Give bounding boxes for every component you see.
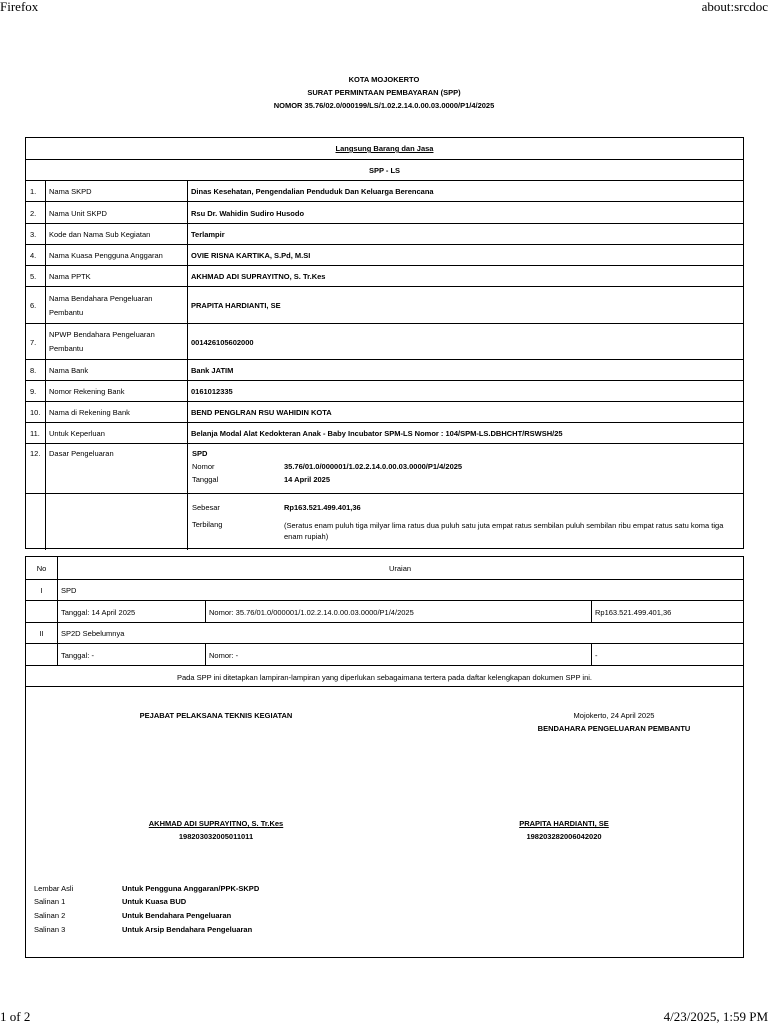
row-label: Nama PPTK xyxy=(49,272,91,281)
spd-tanggal: Tanggal: 14 April 2025 xyxy=(61,607,136,617)
place-date: Mojokerto, 24 April 2025 xyxy=(573,711,655,720)
copy-label: Lembar Asli xyxy=(34,884,74,893)
row-number: 8. xyxy=(30,366,37,375)
row-value: PRAPITA HARDIANTI, SE xyxy=(191,301,281,310)
form-row xyxy=(26,244,743,266)
form-type: SPP - LS xyxy=(368,166,401,175)
bendahara-name xyxy=(426,819,702,828)
tanggal-label: Tanggal xyxy=(192,475,219,484)
spd-amount: Rp163.521.499.401,36 xyxy=(595,607,672,617)
form-row xyxy=(26,286,743,324)
row-number: 5. xyxy=(30,272,37,281)
copy-value: Untuk Kuasa BUD xyxy=(122,897,187,906)
spd-detail-row xyxy=(26,600,743,623)
row-value: Terlampir xyxy=(191,230,225,239)
row-value: Dinas Kesehatan, Pengendalian Penduduk Dan Keluarga Berencana xyxy=(191,187,434,196)
note-row xyxy=(26,665,743,688)
uraian-header-row xyxy=(26,557,743,579)
form-row xyxy=(26,359,743,381)
row-label: Nama Kuasa Pengguna Anggaran xyxy=(49,251,163,260)
row-value: Bank JATIM xyxy=(191,366,234,375)
spd-no: I xyxy=(40,586,43,595)
row-label: Kode dan Nama Sub Kegiatan xyxy=(49,230,151,239)
row-label: Nama Unit SKPD xyxy=(49,208,107,218)
sp2d-amount: - xyxy=(595,650,598,660)
nomor-label: Nomor xyxy=(192,462,215,471)
sp2d-tanggal: Tanggal: - xyxy=(61,650,94,660)
row-label: Nama Bendahara Pengeluaran Pembantu xyxy=(49,293,153,317)
row-label: Untuk Keperluan xyxy=(49,429,105,438)
bendahara-nip: 198203282006042020 xyxy=(526,832,602,841)
row-value: OVIE RISNA KARTIKA, S.Pd, M.SI xyxy=(191,251,311,260)
form-row xyxy=(26,422,743,444)
print-header-app: Firefox xyxy=(0,0,39,14)
row-value: 001426105602000 xyxy=(191,337,254,347)
row-label: NPWP Bendahara Pengeluaran Pembantu xyxy=(49,330,155,353)
row-value: BEND PENGLRAN RSU WAHIDIN KOTA xyxy=(191,408,332,417)
row-number: 2. xyxy=(30,208,37,218)
row-number: 1. xyxy=(30,187,37,196)
row-value: AKHMAD ADI SUPRAYITNO, S. Tr.Kes xyxy=(191,272,326,281)
lampiran-note: Pada SPP ini ditetapkan lampiran-lampiran yang diperlukan sebagaimana tertera pada daftar kelengkapan dokumen SPP ini. xyxy=(177,672,592,682)
copy-value: Untuk Pengguna Anggaran/PPK-SKPD xyxy=(122,884,260,893)
spp-form-table xyxy=(25,137,744,549)
uraian-table xyxy=(25,556,744,687)
uraian-header: Uraian xyxy=(388,563,412,573)
spd-nomor: 35.76/01.0/000001/1.02.2.14.0.00.03.0000/P1/4/2025 xyxy=(284,462,463,471)
row-number: 11. xyxy=(30,429,40,438)
sp2d-no: II xyxy=(39,629,44,638)
pptk-name xyxy=(26,819,406,828)
form-subtitle: Langsung Barang dan Jasa xyxy=(335,144,434,153)
row-number: 4. xyxy=(30,251,37,260)
spd-label: SPD xyxy=(192,449,208,458)
row-label: Dasar Pengeluaran xyxy=(49,449,114,458)
form-row xyxy=(26,201,743,224)
row-label: Nama Bank xyxy=(49,366,89,375)
row-number: 7. xyxy=(30,337,37,347)
form-row xyxy=(26,223,743,245)
bendahara-title: BENDAHARA PENGELUARAN PEMBANTU xyxy=(537,724,691,733)
copy-value: Untuk Arsip Bendahara Pengeluaran xyxy=(122,925,253,934)
sp2d-label: SP2D Sebelumnya xyxy=(61,629,125,638)
spd-tanggal: 14 April 2025 xyxy=(284,475,330,484)
sp2d-detail-row xyxy=(26,643,743,666)
row-number: 9. xyxy=(30,387,37,396)
row-number: 12. xyxy=(30,449,41,458)
bendahara-name-text: PRAPITA HARDIANTI, SE xyxy=(519,819,609,828)
pptk-title: PEJABAT PELAKSANA TEKNIS KEGIATAN xyxy=(139,711,293,720)
spd-terbilang: (Seratus enam puluh tiga milyar lima ratus dua puluh satu juta empat ratus sembilan puluh sembilan ribu empat ratus satu koma tiga enam rupiah) xyxy=(284,521,724,541)
row-label: Nama di Rekening Bank xyxy=(49,408,130,417)
copy-label: Salinan 3 xyxy=(34,925,66,934)
sp2d-row xyxy=(26,622,743,644)
print-header-url: about:srcdoc xyxy=(701,0,768,14)
form-row xyxy=(26,265,743,287)
row-label: Nama SKPD xyxy=(49,187,92,196)
row-number: 3. xyxy=(30,230,37,239)
signature-section xyxy=(25,686,744,958)
form-row xyxy=(26,180,743,202)
copy-label: Salinan 2 xyxy=(34,911,66,920)
doc-number: NOMOR 35.76/02.0/000199/LS/1.02.2.14.0.00.03.0000/P1/4/2025 xyxy=(273,101,495,110)
row-value: 0161012335 xyxy=(191,387,233,396)
row-value: Rsu Dr. Wahidin Sudiro Husodo xyxy=(191,208,305,218)
row-number: 10. xyxy=(30,408,41,417)
doc-city: KOTA MOJOKERTO xyxy=(348,75,420,84)
form-row xyxy=(26,401,743,423)
spd-label: SPD xyxy=(61,586,77,595)
sp2d-nomor: Nomor: - xyxy=(209,650,239,660)
pptk-nip: 198203032005011011 xyxy=(178,832,254,841)
dasar-pengeluaran-row xyxy=(26,443,743,550)
pptk-name-text: AKHMAD ADI SUPRAYITNO, S. Tr.Kes xyxy=(148,819,284,828)
no-header: No xyxy=(36,563,47,573)
doc-title: SURAT PERMINTAAN PEMBAYARAN (SPP) xyxy=(307,88,461,97)
copy-label: Salinan 1 xyxy=(34,897,66,906)
terbilang-label: Terbilang xyxy=(192,520,223,529)
print-footer-page: 1 of 2 xyxy=(0,1009,31,1024)
spd-sebesar: Rp163.521.499.401,36 xyxy=(284,503,361,512)
form-row xyxy=(26,380,743,402)
sebesar-label: Sebesar xyxy=(192,503,220,512)
form-row xyxy=(26,323,743,360)
row-number: 6. xyxy=(30,301,37,310)
copy-value: Untuk Bendahara Pengeluaran xyxy=(122,911,232,920)
row-value: Belanja Modal Alat Kedokteran Anak - Baby Incubator SPM-LS Nomor : 104/SPM-LS.DBHCHT/RSWSH/25 xyxy=(191,429,563,438)
spd-row xyxy=(26,579,743,601)
print-footer-datetime: 4/23/2025, 1:59 PM xyxy=(663,1009,768,1024)
row-label: Nomor Rekening Bank xyxy=(49,387,125,396)
spd-nomor: Nomor: 35.76/01.0/000001/1.02.2.14.0.00.03.0000/P1/4/2025 xyxy=(209,607,414,617)
form-type-row xyxy=(26,159,743,181)
